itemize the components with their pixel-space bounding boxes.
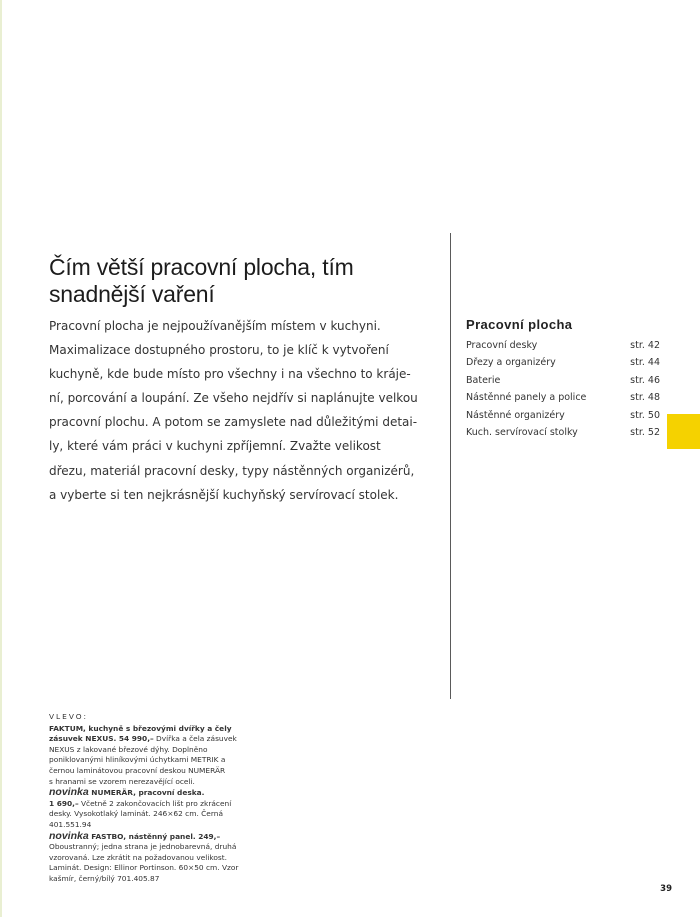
page-edge-line — [0, 0, 2, 917]
intro-line: a vyberte si ten nejkrásnější kuchyňský servírovací stolek. — [49, 487, 399, 502]
toc-item-page: str. 52 — [630, 426, 660, 438]
caption-line: poniklovanými hliníkovými úchytkami METRIK a — [49, 755, 226, 765]
caption-line: s hranami se vzorem nerezavějící oceli. — [49, 776, 195, 786]
intro-line: ly, které vám práci v kuchyni zpříjemní. Zvažte velikost — [49, 439, 381, 454]
caption-line: FAKTUM, kuchyně s březovými dvířky a čely — [49, 723, 232, 733]
toc-item-nastenne-panely[interactable] — [466, 389, 660, 406]
toc-item-nastenne-organizery[interactable] — [466, 407, 660, 424]
table-of-contents — [466, 317, 660, 441]
photo-caption — [49, 712, 259, 885]
caption-line: vzorovaná. Lze zkrátit na požadovanou velikost. — [49, 852, 228, 862]
caption-line: desky. Vysokotlaký laminát. 246×62 cm. Černá — [49, 809, 223, 819]
caption-label: VLEVO: — [49, 712, 88, 721]
toc-item-page: str. 44 — [630, 357, 660, 369]
intro-line: Maximalizace dostupného prostoru, to je klíč k vytvoření — [49, 343, 389, 358]
toc-title: Pracovní plocha — [466, 317, 573, 332]
intro-line: Pracovní plocha je nejpoužívanějším místem v kuchyni. — [49, 319, 381, 333]
caption-line: NEXUS z lakované březové dýhy. Doplněno — [49, 744, 208, 754]
caption-line: zásuvek NEXUS. 54 990,– Dvířka a čela zásuvek — [49, 734, 237, 744]
intro-paragraph — [49, 314, 429, 507]
toc-item-label: Dřezy a organizéry — [466, 357, 556, 369]
intro-line: ní, porcování a loupání. Ze všeho nejdřív si naplánujte velkou — [49, 391, 418, 406]
headline-line: Čím větší pracovní plocha, tím — [49, 254, 354, 280]
novinka-badge: novinka — [49, 786, 89, 799]
caption-line: Laminát. Design: Ellinor Portinson. 60×50 cm. Vzor — [49, 863, 239, 873]
toc-item-page: str. 42 — [630, 340, 660, 351]
toc-item-drezy[interactable] — [466, 354, 660, 371]
toc-item-page: str. 48 — [630, 392, 660, 404]
intro-line: pracovní plochu. A potom se zamyslete nad důležitými detai- — [49, 415, 418, 430]
page-headline — [49, 254, 449, 308]
column-divider — [450, 233, 451, 699]
intro-line: dřezu, materiál pracovní desky, typy nástěnných organizérů, — [49, 463, 415, 478]
caption-line: novinka FASTBO, nástěnný panel. 249,– — [49, 829, 221, 842]
toc-item-baterie[interactable] — [466, 372, 660, 389]
caption-line: novinka NUMERÄR, pracovní deska. — [49, 786, 205, 799]
caption-line: 401.551.94 — [49, 819, 92, 829]
toc-item-pracovni-desky[interactable] — [466, 337, 660, 354]
headline-line: snadnější vaření — [49, 281, 215, 307]
caption-line: kašmír, černý/bílý 701.405.87 — [49, 873, 160, 883]
toc-item-label: Baterie — [466, 374, 501, 386]
toc-item-label: Pracovní desky — [466, 340, 538, 351]
intro-line: kuchyně, kde bude místo pro všechny i na všechno to kráje- — [49, 367, 411, 382]
toc-item-page: str. 50 — [630, 409, 660, 421]
page-number: 39 — [660, 884, 672, 894]
toc-item-servirovaci-stolky[interactable] — [466, 424, 660, 441]
toc-item-label: Kuch. servírovací stolky — [466, 426, 578, 438]
novinka-badge: novinka — [49, 829, 89, 842]
toc-item-label: Nástěnné panely a police — [466, 392, 587, 404]
toc-item-page: str. 46 — [630, 374, 660, 386]
caption-line: 1 690,– Včetně 2 zakončovacích lišt pro zkrácení — [49, 798, 232, 808]
toc-item-label: Nástěnné organizéry — [466, 409, 565, 421]
section-tab-marker — [667, 414, 700, 449]
caption-line: Oboustranný; jedna strana je jednobarevná, druhá — [49, 842, 237, 852]
caption-line: černou laminátovou pracovní deskou NUMERÄR — [49, 765, 226, 775]
